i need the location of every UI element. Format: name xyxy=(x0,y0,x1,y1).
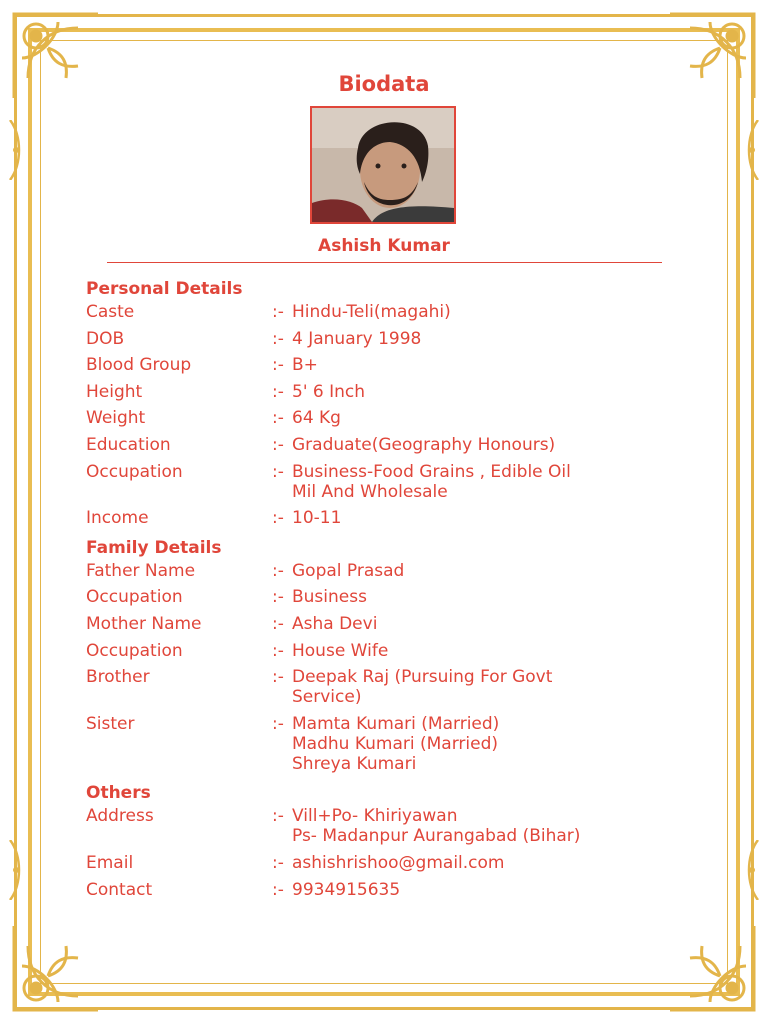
detail-value xyxy=(292,587,686,607)
side-ornament xyxy=(742,840,762,900)
detail-value-line: Shreya Kumari xyxy=(292,753,417,774)
detail-separator: :- xyxy=(272,302,284,322)
detail-value xyxy=(292,667,686,707)
detail-label: Contact xyxy=(86,879,153,900)
detail-value-line: 4 January 1998 xyxy=(292,328,422,349)
detail-value xyxy=(292,880,686,900)
section-personal-heading: Personal Details xyxy=(86,279,243,299)
detail-separator: :- xyxy=(272,328,284,349)
detail-value-line: ashishrishoo@gmail.com xyxy=(292,852,505,873)
detail-value xyxy=(292,408,686,428)
detail-separator: :- xyxy=(272,713,284,734)
corner-ornament xyxy=(664,920,760,1016)
detail-row xyxy=(86,880,686,900)
detail-label: Brother xyxy=(86,667,150,688)
detail-label: Blood Group xyxy=(86,355,192,376)
detail-separator: :- xyxy=(272,613,284,634)
page-title: Biodata xyxy=(338,72,430,96)
biodata-content xyxy=(86,276,686,906)
detail-row xyxy=(86,508,686,528)
person-name: Ashish Kumar xyxy=(318,236,450,256)
detail-value-line: Business-Food Grains , Edible Oil xyxy=(292,461,571,482)
detail-value xyxy=(292,614,686,634)
detail-value xyxy=(292,508,686,528)
detail-value-line: House Wife xyxy=(292,640,389,661)
detail-value-line: Mil And Wholesale xyxy=(292,481,448,502)
section-others-heading: Others xyxy=(86,783,151,804)
personal-details-list xyxy=(86,302,686,528)
detail-value-line: 64 Kg xyxy=(292,408,341,429)
others-details-list xyxy=(86,806,686,899)
detail-value xyxy=(292,302,686,322)
detail-separator: :- xyxy=(272,667,284,688)
detail-value-line: 5' 6 Inch xyxy=(292,381,366,402)
detail-value-line: Gopal Prasad xyxy=(292,560,405,581)
detail-separator: :- xyxy=(272,879,284,900)
detail-row xyxy=(86,382,686,402)
detail-separator: :- xyxy=(272,852,284,873)
detail-label: Address xyxy=(86,806,154,827)
detail-value-line: Business xyxy=(292,587,367,608)
detail-label: Occupation xyxy=(86,640,183,661)
detail-value xyxy=(292,329,686,349)
detail-separator: :- xyxy=(272,508,284,529)
detail-value-line: Graduate(Geography Honours) xyxy=(292,434,556,455)
detail-value xyxy=(292,462,686,502)
detail-value-line: 9934915635 xyxy=(292,879,401,900)
detail-row xyxy=(86,355,686,375)
detail-value xyxy=(292,435,686,455)
detail-row xyxy=(86,641,686,661)
detail-value-line: Deepak Raj (Pursuing For Govt xyxy=(292,667,553,688)
detail-row xyxy=(86,587,686,607)
detail-value-line: Mamta Kumari (Married) xyxy=(292,713,500,734)
detail-row xyxy=(86,329,686,349)
detail-label: Occupation xyxy=(86,587,183,608)
detail-label: Height xyxy=(86,381,143,402)
detail-separator: :- xyxy=(272,408,284,429)
detail-label: Caste xyxy=(86,302,135,322)
detail-label: Father Name xyxy=(86,560,196,581)
detail-separator: :- xyxy=(272,560,284,581)
detail-separator: :- xyxy=(272,806,284,827)
detail-separator: :- xyxy=(272,355,284,376)
detail-row xyxy=(86,667,686,707)
side-ornament xyxy=(6,840,26,900)
detail-value xyxy=(292,714,686,774)
detail-value-line: Asha Devi xyxy=(292,613,378,634)
detail-value-line: B+ xyxy=(292,355,318,376)
divider xyxy=(107,262,662,263)
detail-value xyxy=(292,382,686,402)
detail-row xyxy=(86,462,686,502)
side-ornament xyxy=(6,120,26,180)
detail-row xyxy=(86,714,686,774)
detail-label: Email xyxy=(86,852,134,873)
detail-label: Occupation xyxy=(86,461,183,482)
detail-label: Sister xyxy=(86,713,135,734)
detail-label: DOB xyxy=(86,328,125,349)
detail-value xyxy=(292,355,686,375)
section-family-heading: Family Details xyxy=(86,537,222,558)
detail-separator: :- xyxy=(272,381,284,402)
detail-value xyxy=(292,641,686,661)
detail-value-line: Hindu-Teli(magahi) xyxy=(292,302,451,322)
detail-value-line: Ps- Madanpur Aurangabad (Bihar) xyxy=(292,826,581,847)
detail-row xyxy=(86,806,686,846)
detail-value-line: Vill+Po- Khiriyawan xyxy=(292,806,458,827)
detail-row xyxy=(86,561,686,581)
detail-row xyxy=(86,302,686,322)
detail-label: Mother Name xyxy=(86,613,202,634)
detail-value xyxy=(292,853,686,873)
detail-separator: :- xyxy=(272,587,284,608)
detail-separator: :- xyxy=(272,434,284,455)
side-ornament xyxy=(742,120,762,180)
detail-value-line: Madhu Kumari (Married) xyxy=(292,733,499,754)
detail-value-line: 10-11 xyxy=(292,508,342,529)
detail-label: Income xyxy=(86,508,149,529)
detail-label: Education xyxy=(86,434,171,455)
detail-row xyxy=(86,435,686,455)
detail-label: Weight xyxy=(86,408,146,429)
detail-separator: :- xyxy=(272,640,284,661)
detail-separator: :- xyxy=(272,461,284,482)
corner-ornament xyxy=(8,920,104,1016)
detail-value-line: Service) xyxy=(292,687,362,708)
detail-value xyxy=(292,806,686,846)
detail-row xyxy=(86,853,686,873)
detail-row xyxy=(86,614,686,634)
family-details-list xyxy=(86,561,686,774)
detail-value xyxy=(292,561,686,581)
profile-photo xyxy=(310,106,456,224)
detail-row xyxy=(86,408,686,428)
